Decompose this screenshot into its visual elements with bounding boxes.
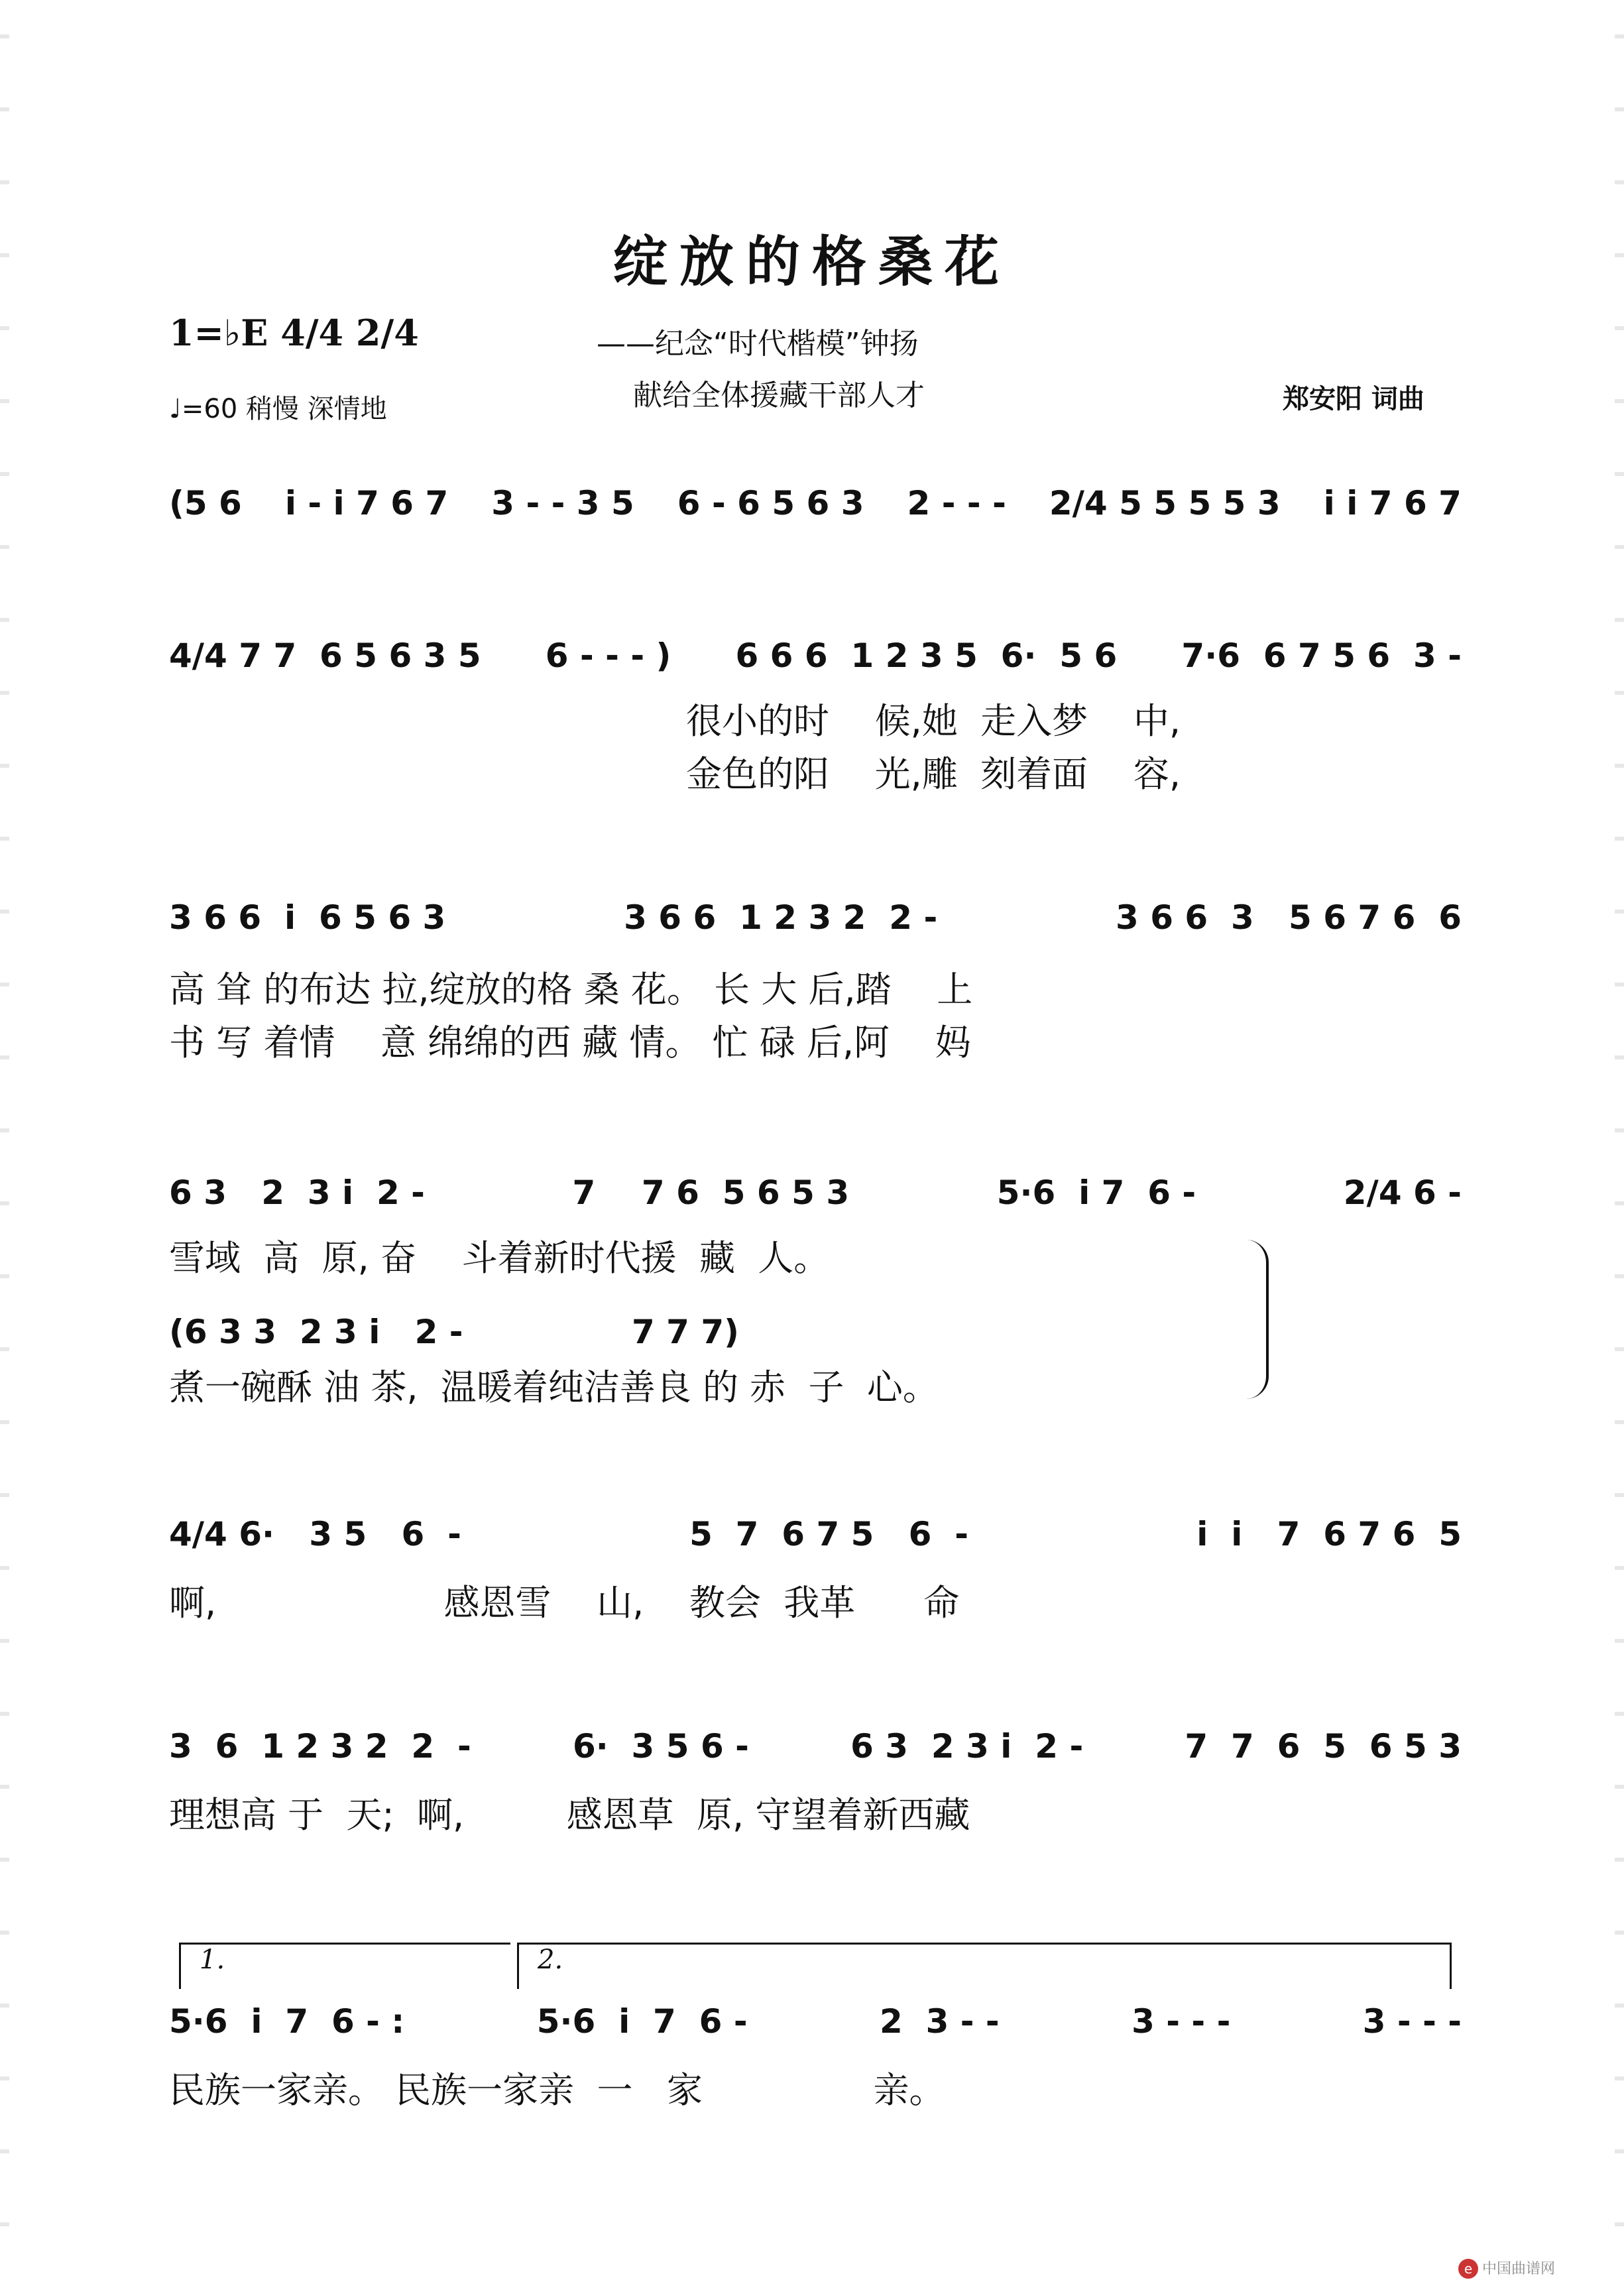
score-system-7 bbox=[0, 1945, 1624, 2254]
site-logo-icon: e bbox=[1458, 2259, 1478, 2279]
lyric-verse-1: 雪域 高 原, 奋 斗着新时代援 藏 人。 bbox=[169, 1237, 830, 1279]
score-system-6 bbox=[0, 1727, 1624, 1979]
subtitle-dedication: ——纪念“时代楷模”钟扬 bbox=[597, 327, 919, 361]
measure: 3 6 6 i 6 5 6 3 bbox=[169, 898, 446, 937]
measure: 3 6 6 1 2 3 2 2 - bbox=[624, 898, 938, 937]
notation-row bbox=[169, 484, 1462, 522]
measure: i - i 7 6 7 bbox=[284, 484, 449, 522]
key-signature: 1=♭E 4/4 2/4 bbox=[169, 312, 419, 354]
measure: 2/4 5 5 5 5 3 bbox=[1049, 484, 1281, 522]
lyric-verse-2: 金色的阳 光,雕 刻着面 容, bbox=[686, 753, 1181, 795]
measure: 2/4 6 - bbox=[1343, 1173, 1462, 1212]
volta-second-ending: 2. bbox=[517, 1943, 1452, 1989]
lyric-verse-1: 啊, 感恩雪 山, 教会 我革 命 bbox=[169, 1582, 960, 1624]
score-system-2 bbox=[0, 636, 1624, 888]
measure: 3 - - - bbox=[1131, 2002, 1231, 2041]
notation-row bbox=[169, 636, 1462, 675]
lyric-verse-1: 民族一家亲。 民族一家亲 一 家 亲。 bbox=[169, 2069, 945, 2111]
notation-row bbox=[169, 1727, 1462, 1766]
measure: 5·6 i 7 6 - bbox=[996, 1173, 1196, 1212]
site-watermark: e 中国曲谱网 bbox=[1458, 2257, 1555, 2279]
measure: 4/4 7 7 6 5 6 3 5 bbox=[169, 636, 481, 675]
notation-row bbox=[169, 1173, 1462, 1212]
lyric-verse-1: 理想高 于 天; 啊, 感恩草 原, 守望着新西藏 bbox=[169, 1794, 970, 1836]
measure: 5·6 i 7 6 - : bbox=[169, 2002, 405, 2041]
notation-row bbox=[169, 1515, 1462, 1553]
measure: (6 3 3 2 3 i 2 - bbox=[169, 1313, 463, 1351]
song-title: 绽放的格桑花 bbox=[612, 230, 1011, 294]
lyric-verse-2: 煮一碗酥 油 茶, 温暖着纯洁善良 的 赤 子 心。 bbox=[169, 1366, 939, 1408]
measure: 6· 3 5 6 - bbox=[572, 1727, 749, 1766]
notation-row bbox=[169, 898, 1462, 937]
lyric-verse-1: 高 耸 的布达 拉,绽放的格 桑 花。 长 大 后,踏 上 bbox=[169, 969, 973, 1010]
author-credit: 郑安阳 词曲 bbox=[1283, 384, 1424, 414]
lyric-verse-1: 很小的时 候,她 走入梦 中, bbox=[686, 700, 1181, 742]
measure: 7 7 7) bbox=[631, 1313, 739, 1351]
measure: (5 6 bbox=[169, 484, 242, 522]
volta-first-ending: 1. bbox=[179, 1943, 510, 1989]
measure: i i 7 6 7 6 5 bbox=[1196, 1515, 1462, 1553]
measure: 6 - 6 5 6 3 bbox=[677, 484, 864, 522]
measure: 7·6 6 7 5 6 3 - bbox=[1181, 636, 1462, 675]
lyric-verse-2: 书 写 着情 意 绵绵的西 藏 情。 忙 碌 后,阿 妈 bbox=[169, 1022, 971, 1063]
measure: 7 7 6 5 6 5 3 bbox=[572, 1173, 850, 1212]
notation-row-interlude bbox=[169, 1313, 739, 1351]
measure: 5 7 6 7 5 6 - bbox=[689, 1515, 969, 1553]
measure: 3 - - - bbox=[1362, 2002, 1462, 2041]
notation-row bbox=[169, 2002, 1462, 2041]
measure: i i 7 6 7 bbox=[1323, 484, 1462, 522]
tempo-marking: ♩=60 稍慢 深情地 bbox=[169, 394, 387, 424]
measure: 5·6 i 7 6 - bbox=[536, 2002, 748, 2041]
measure: 6 - - - ) bbox=[545, 636, 671, 675]
measure: 4/4 6· 3 5 6 - bbox=[169, 1515, 461, 1553]
measure: 6 3 2 3 i 2 - bbox=[850, 1727, 1084, 1766]
verse-brace bbox=[1246, 1240, 1269, 1399]
score-system-3 bbox=[0, 898, 1624, 1150]
measure: 6 3 2 3 i 2 - bbox=[169, 1173, 425, 1212]
measure: 3 6 6 3 5 6 7 6 6 bbox=[1116, 898, 1462, 937]
measure: 7 7 6 5 6 5 3 bbox=[1185, 1727, 1462, 1766]
measure: 2 - - - bbox=[907, 484, 1006, 522]
subtitle-dedication-2: 献给全体援藏干部人才 bbox=[633, 379, 925, 412]
measure: 6 6 6 1 2 3 5 6· 5 6 bbox=[735, 636, 1118, 675]
measure: 3 6 1 2 3 2 2 - bbox=[169, 1727, 471, 1766]
measure: 2 3 - - bbox=[879, 2002, 1000, 2041]
measure: 3 - - 3 5 bbox=[491, 484, 634, 522]
